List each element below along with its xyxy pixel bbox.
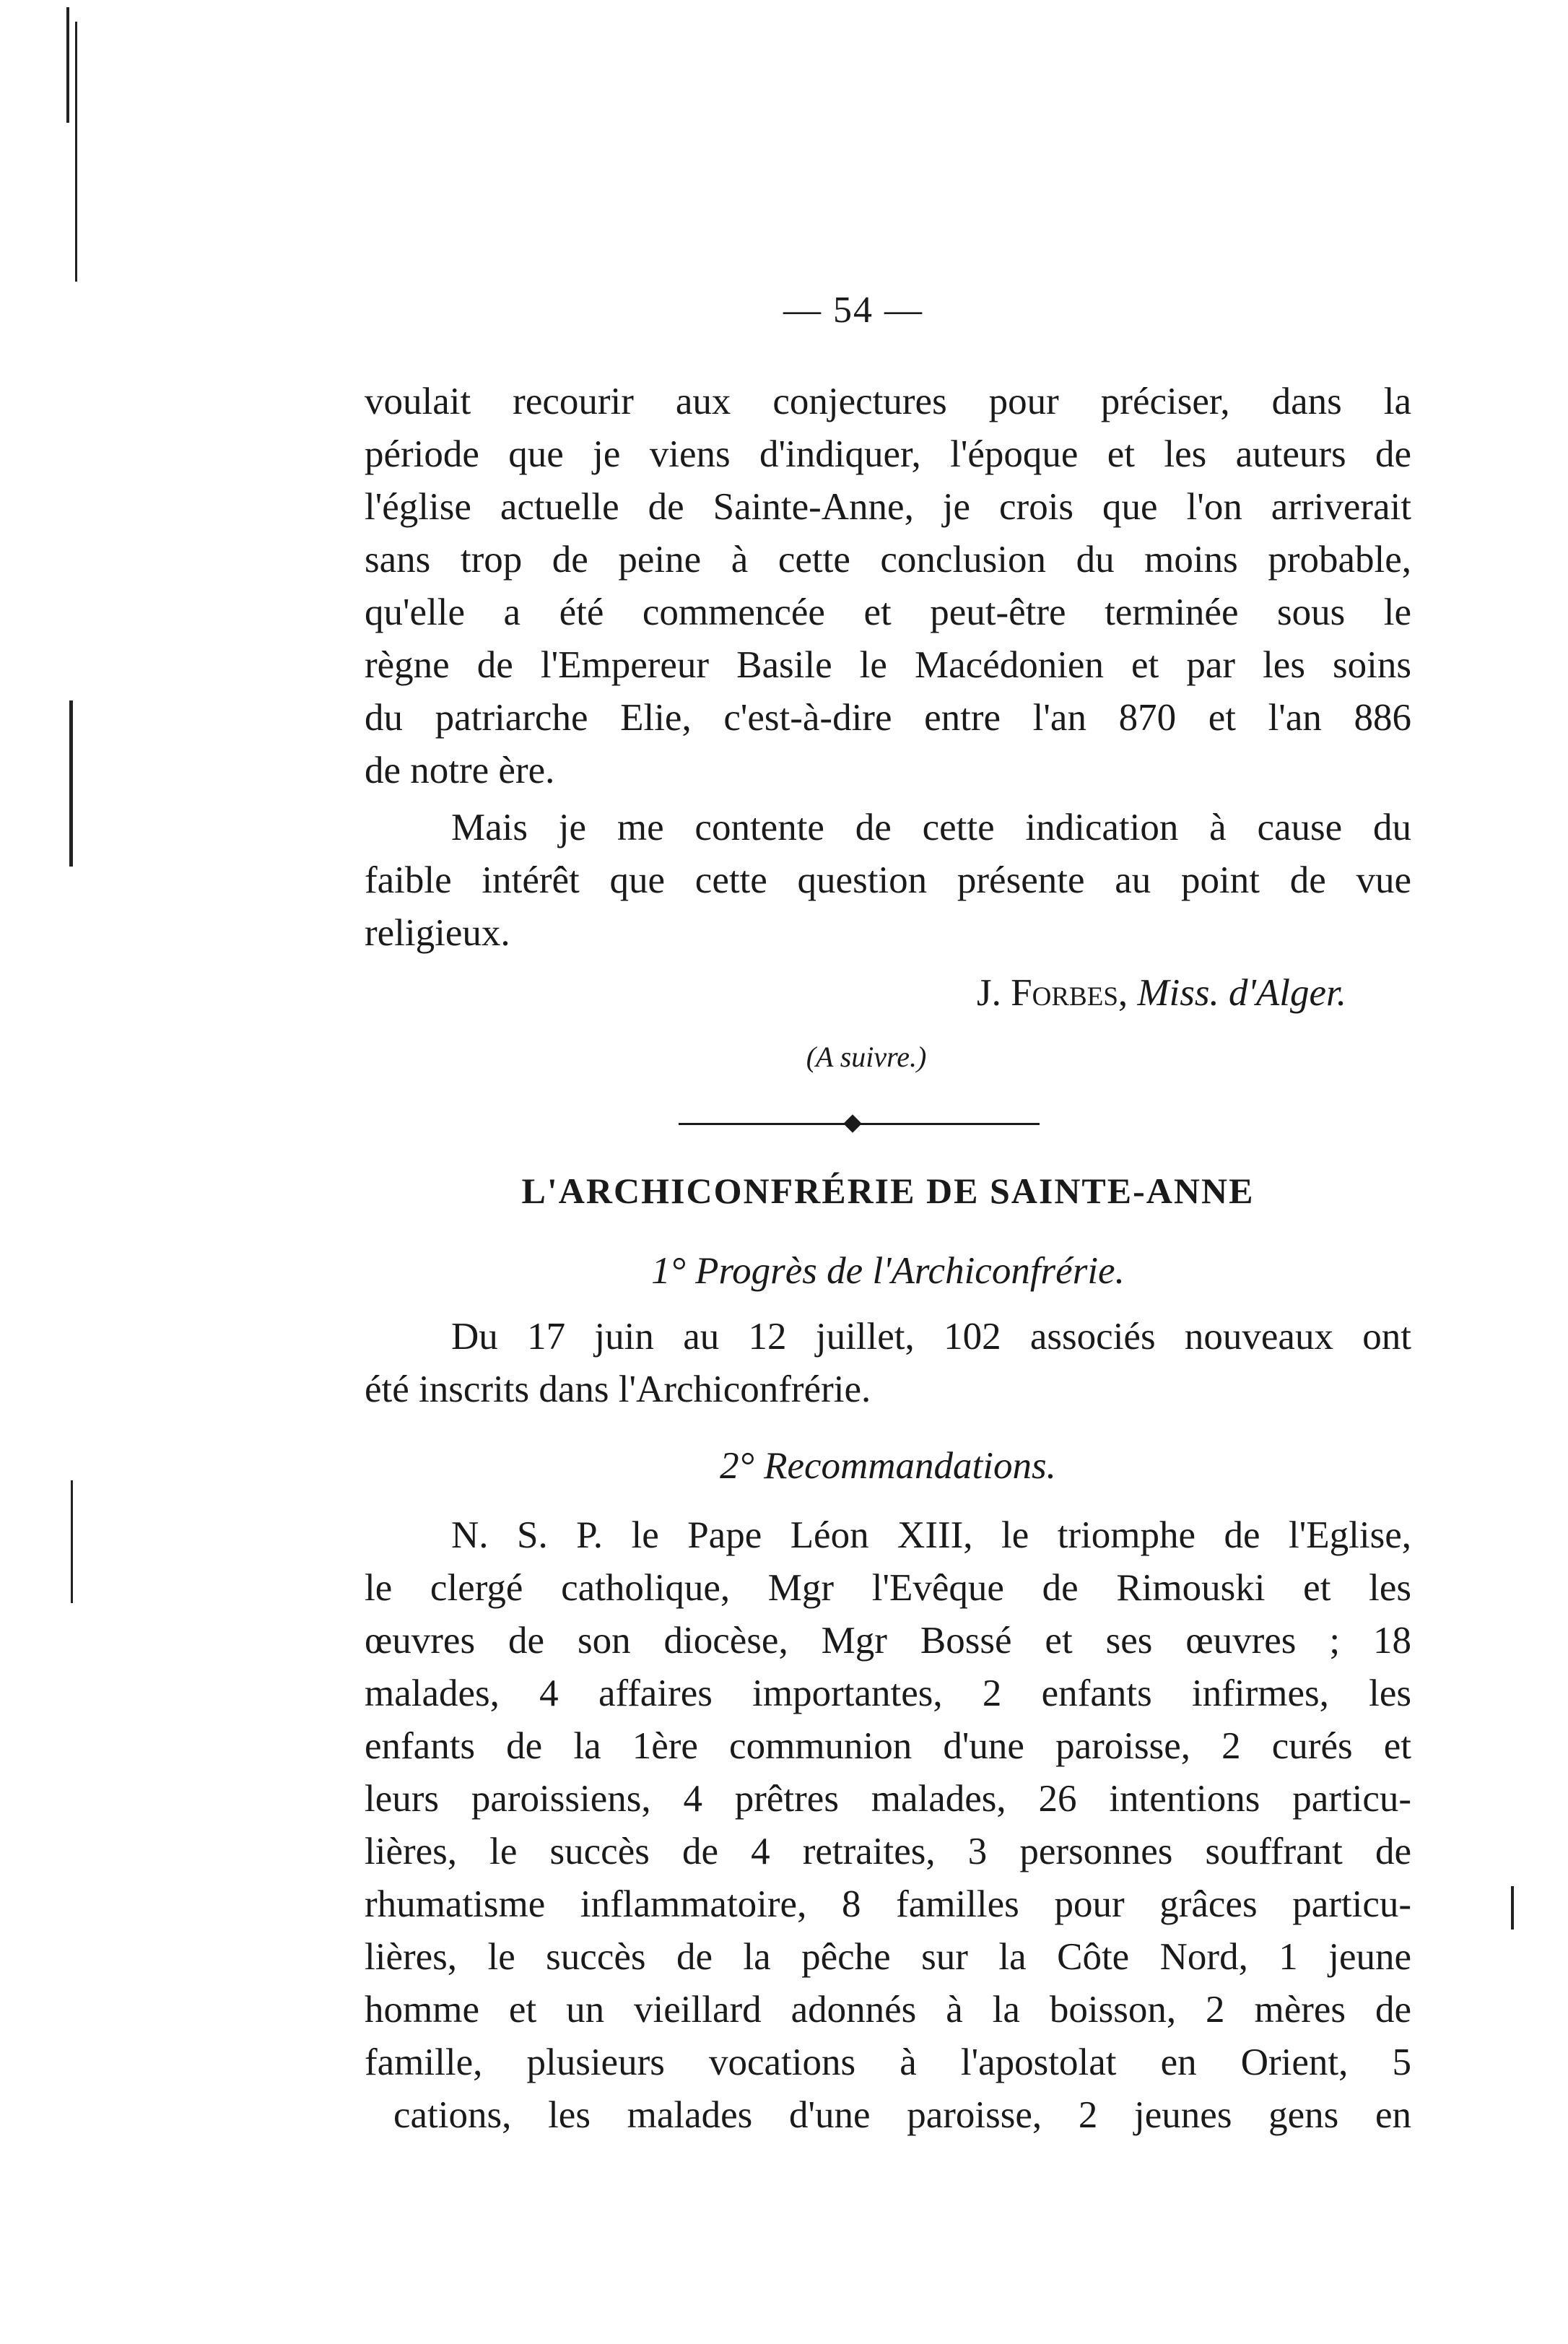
article-signature [365,971,1346,1015]
subsection-heading-1: 1° Progrès de l'Archiconfrérie. [651,1250,1125,1292]
text-line: Du 17 juin au 12 juillet, 102 associés nouveaux ont [451,1316,1411,1358]
article-paragraph-1 [365,376,1411,797]
scan-edge-mark [71,1480,73,1603]
text-line: cations, les malades d'une paroisse, 2 jeunes gens en [393,2094,1411,2136]
text-line: du patriarche Elie, c'est-à-dire entre l'an 870 et l'an 886 [365,697,1411,739]
section-title: L'ARCHICONFRÉRIE DE SAINTE-ANNE [521,1171,1255,1211]
scan-edge-mark [69,700,73,867]
text-line: règne de l'Empereur Basile le Macédonien et par les soins [365,644,1411,686]
text-line: de notre ère. [365,750,555,791]
scan-edge-mark [1511,1886,1514,1930]
text-line: lières, le succès de 4 retraites, 3 personnes souffrant de [365,1831,1411,1872]
scan-edge-mark [66,7,69,123]
text-line: malades, 4 affaires importantes, 2 enfants infirmes, les [365,1672,1411,1714]
text-line: religieux. [365,912,510,954]
text-line: sans trop de peine à cette conclusion du moins probable, [365,539,1411,581]
page-number: — 54 — [783,290,923,331]
subsection-2-body [365,1509,1411,2142]
text-line: été inscrits dans l'Archiconfrérie. [365,1368,871,1410]
text-line: leurs paroissiens, 4 prêtres malades, 26 intentions particu- [365,1778,1411,1820]
text-line: lières, le succès de la pêche sur la Côte Nord, 1 jeune [365,1936,1411,1978]
signature-role: Miss. d'Alger. [1137,972,1346,1014]
text-line: enfants de la 1ère communion d'une paroisse, 2 curés et [365,1725,1411,1767]
signature-name: J. Forbes, [977,972,1128,1014]
text-line: rhumatisme inflammatoire, 8 familles pour grâces particu- [365,1883,1411,1925]
to-be-continued: (A suivre.) [806,1041,927,1073]
separator-ornament [843,1114,861,1132]
text-line: œuvres de son diocèse, Mgr Bossé et ses œuvres ; 18 [365,1620,1411,1662]
subsection-1-body [365,1311,1411,1416]
text-line: Mais je me contente de cette indication à cause du [451,807,1411,848]
text-line: période que je viens d'indiquer, l'époque et les auteurs de [365,433,1411,475]
text-line: N. S. P. le Pape Léon XIII, le triomphe de l'Eglise, [451,1514,1411,1556]
subsection-heading-2: 2° Recommandations. [720,1445,1056,1487]
text-line: voulait recourir aux conjectures pour préciser, dans la [365,381,1411,422]
text-line: le clergé catholique, Mgr l'Evêque de Rimouski et les [365,1567,1411,1609]
text-line: famille, plusieurs vocations à l'apostolat en Orient, 5 [365,2041,1411,2083]
text-line: faible intérêt que cette question présente au point de vue [365,859,1411,901]
text-line: l'église actuelle de Sainte-Anne, je crois que l'on arriverait [365,486,1411,528]
text-line: qu'elle a été commencée et peut-être terminée sous le [365,591,1411,633]
text-line: homme et un vieillard adonnés à la boisson, 2 mères de [365,1989,1411,2031]
scan-edge-mark [75,22,77,282]
article-paragraph-2 [365,802,1411,960]
